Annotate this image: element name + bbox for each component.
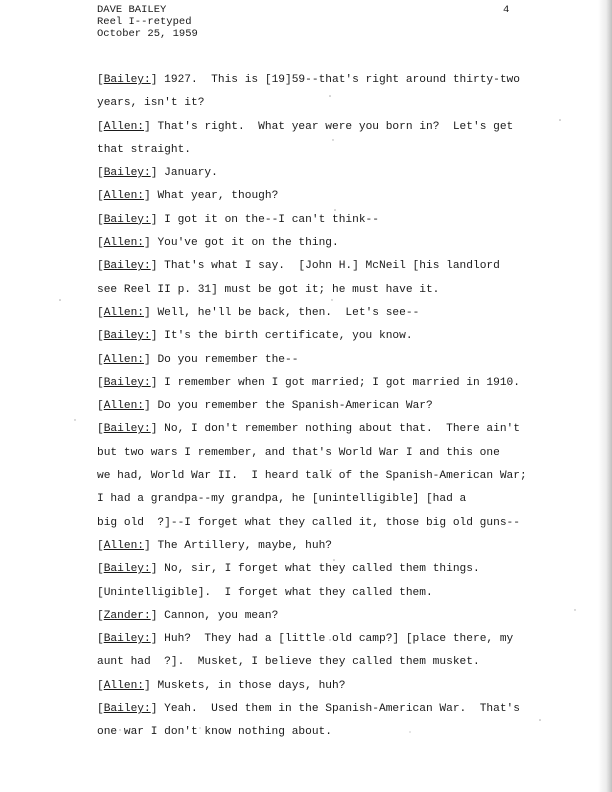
line-text: That's what I say. [John H.] McNeil [his landlord	[157, 260, 500, 273]
bracket-open: [	[97, 376, 104, 389]
bracket-open: [	[97, 563, 104, 576]
line-text: Do you remember the Spanish-American War?	[150, 400, 433, 413]
line-text: that straight.	[97, 143, 191, 156]
line-text: I remember when I got married; I got married in 1910.	[157, 376, 520, 389]
transcript-line	[97, 488, 537, 511]
bracket-close: ]	[150, 260, 158, 273]
transcript-line	[97, 349, 537, 372]
speaker-label: Allen:	[103, 539, 145, 552]
transcript-line	[97, 535, 537, 558]
speaker-label: Bailey:	[103, 330, 151, 343]
line-text: one war I don't know nothing about.	[97, 726, 332, 739]
transcript-line	[97, 185, 537, 208]
transcript-line	[97, 232, 537, 255]
transcript-line	[97, 418, 537, 441]
bracket-close: ]	[150, 74, 158, 86]
line-text: I got it on the--I can't think--	[157, 213, 379, 226]
bracket-open: [	[97, 609, 104, 622]
line-text: The Artillery, maybe, huh?	[150, 539, 333, 552]
speaker-label: Bailey:	[103, 167, 151, 180]
transcript-line	[97, 698, 537, 721]
bracket-close: ]	[150, 167, 158, 180]
transcript-line	[97, 465, 537, 488]
transcript-line	[97, 372, 537, 395]
bracket-close: ]	[150, 563, 158, 576]
transcript-line	[97, 721, 537, 744]
bracket-open: [	[97, 400, 104, 413]
bracket-close: ]	[144, 353, 151, 366]
bracket-close: ]	[144, 539, 151, 552]
transcript-line	[97, 255, 537, 278]
transcript-line	[97, 302, 537, 325]
bracket-close: ]	[144, 190, 151, 203]
line-text: January.	[157, 167, 218, 180]
line-text: Cannon, you mean?	[157, 609, 279, 622]
scan-shadow-edge	[598, 0, 612, 792]
bracket-open: [	[97, 260, 104, 273]
transcript-line	[97, 139, 537, 162]
line-text: It's the birth certificate, you know.	[157, 330, 413, 343]
bracket-open: [	[97, 703, 104, 716]
bracket-open: [	[97, 190, 104, 203]
bracket-open: [	[97, 679, 104, 692]
bracket-close: ]	[144, 679, 151, 692]
line-text: we had, World War II. I heard talk of the Spanish-American War;	[97, 470, 527, 483]
speaker-label: Bailey:	[103, 563, 151, 576]
transcript-line	[97, 605, 537, 628]
bracket-open: [	[97, 74, 104, 86]
line-text: 1927. This is [19]59--that's right around thirty-two	[157, 74, 520, 86]
line-text: Do you remember the--	[150, 353, 299, 366]
speaker-label: Bailey:	[103, 213, 151, 226]
speaker-label: Bailey:	[103, 260, 151, 273]
transcript-line	[97, 209, 537, 232]
speaker-label: Allen:	[103, 306, 145, 319]
bracket-close: ]	[150, 703, 158, 716]
interview-date: October 25, 1959	[97, 28, 198, 40]
line-text: No, I don't remember nothing about that. There ain't	[157, 423, 520, 436]
line-text: but two wars I remember, and that's World War I and this one	[97, 446, 500, 459]
bracket-close: ]	[150, 376, 158, 389]
bracket-open: [	[97, 633, 104, 646]
transcript-line	[97, 92, 537, 115]
line-text: see Reel II p. 31] must be got it; he must have it.	[97, 283, 440, 296]
line-text: That's right. What year were you born in? Let's get	[150, 120, 514, 133]
transcript-line	[97, 558, 537, 581]
line-text: Well, he'll be back, then. Let's see--	[150, 306, 420, 319]
transcript-line	[97, 279, 537, 302]
speaker-label: Bailey:	[103, 703, 151, 716]
bracket-open: [	[97, 237, 104, 250]
speaker-label: Allen:	[103, 120, 145, 133]
speaker-label: Allen:	[103, 400, 145, 413]
bracket-close: ]	[144, 120, 151, 133]
transcript-line	[97, 116, 537, 139]
bracket-open: [	[97, 353, 104, 366]
interviewee-name: DAVE BAILEY	[97, 4, 167, 16]
bracket-open: [	[97, 330, 104, 343]
transcript-line	[97, 395, 537, 418]
bracket-close: ]	[144, 400, 151, 413]
line-text: No, sir, I forget what they called them things.	[157, 563, 480, 576]
bracket-open: [	[97, 423, 104, 436]
speaker-label: Allen:	[103, 353, 145, 366]
document-header	[97, 4, 198, 40]
bracket-close: ]	[150, 609, 158, 622]
bracket-open: [	[97, 120, 104, 133]
transcript-line	[97, 628, 537, 651]
transcript-line	[97, 675, 537, 698]
page-number: 4	[503, 4, 510, 16]
line-text: years, isn't it?	[97, 97, 205, 110]
line-text: aunt had ?]. Musket, I believe they called them musket.	[97, 656, 480, 669]
line-text: Muskets, in those days, huh?	[150, 679, 346, 692]
transcript-line	[97, 512, 537, 535]
bracket-close: ]	[144, 306, 151, 319]
bracket-open: [	[97, 539, 104, 552]
bracket-close: ]	[150, 633, 158, 646]
line-text: You've got it on the thing.	[150, 237, 339, 250]
speaker-label: Bailey:	[103, 376, 151, 389]
line-text: Huh? They had a [little old camp?] [place there, my	[157, 633, 514, 646]
line-text: [Unintelligible]. I forget what they called them.	[97, 586, 433, 599]
speaker-label: Bailey:	[103, 74, 151, 86]
transcript-line	[97, 651, 537, 674]
transcript-body	[97, 69, 537, 745]
bracket-close: ]	[150, 330, 158, 343]
reel-label: Reel I--retyped	[97, 16, 192, 28]
speaker-label: Zander:	[103, 609, 151, 622]
speaker-label: Bailey:	[103, 633, 151, 646]
speaker-label: Allen:	[103, 679, 145, 692]
bracket-close: ]	[150, 423, 158, 436]
speaker-label: Allen:	[103, 237, 145, 250]
speaker-label: Allen:	[103, 190, 145, 203]
transcript-line	[97, 69, 537, 92]
bracket-close: ]	[150, 213, 158, 226]
line-text: What year, though?	[150, 190, 279, 203]
bracket-open: [	[97, 213, 104, 226]
bracket-open: [	[97, 167, 104, 180]
line-text: big old ?]--I forget what they called it, those big old guns--	[97, 516, 520, 529]
line-text: Yeah. Used them in the Spanish-American War. That's	[157, 703, 520, 716]
transcript-line	[97, 442, 537, 465]
speaker-label: Bailey:	[103, 423, 151, 436]
line-text: I had a grandpa--my grandpa, he [unintelligible] [had a	[97, 493, 467, 506]
transcript-line	[97, 325, 537, 348]
bracket-close: ]	[144, 237, 151, 250]
bracket-open: [	[97, 306, 104, 319]
transcript-line	[97, 162, 537, 185]
transcript-line	[97, 582, 537, 605]
